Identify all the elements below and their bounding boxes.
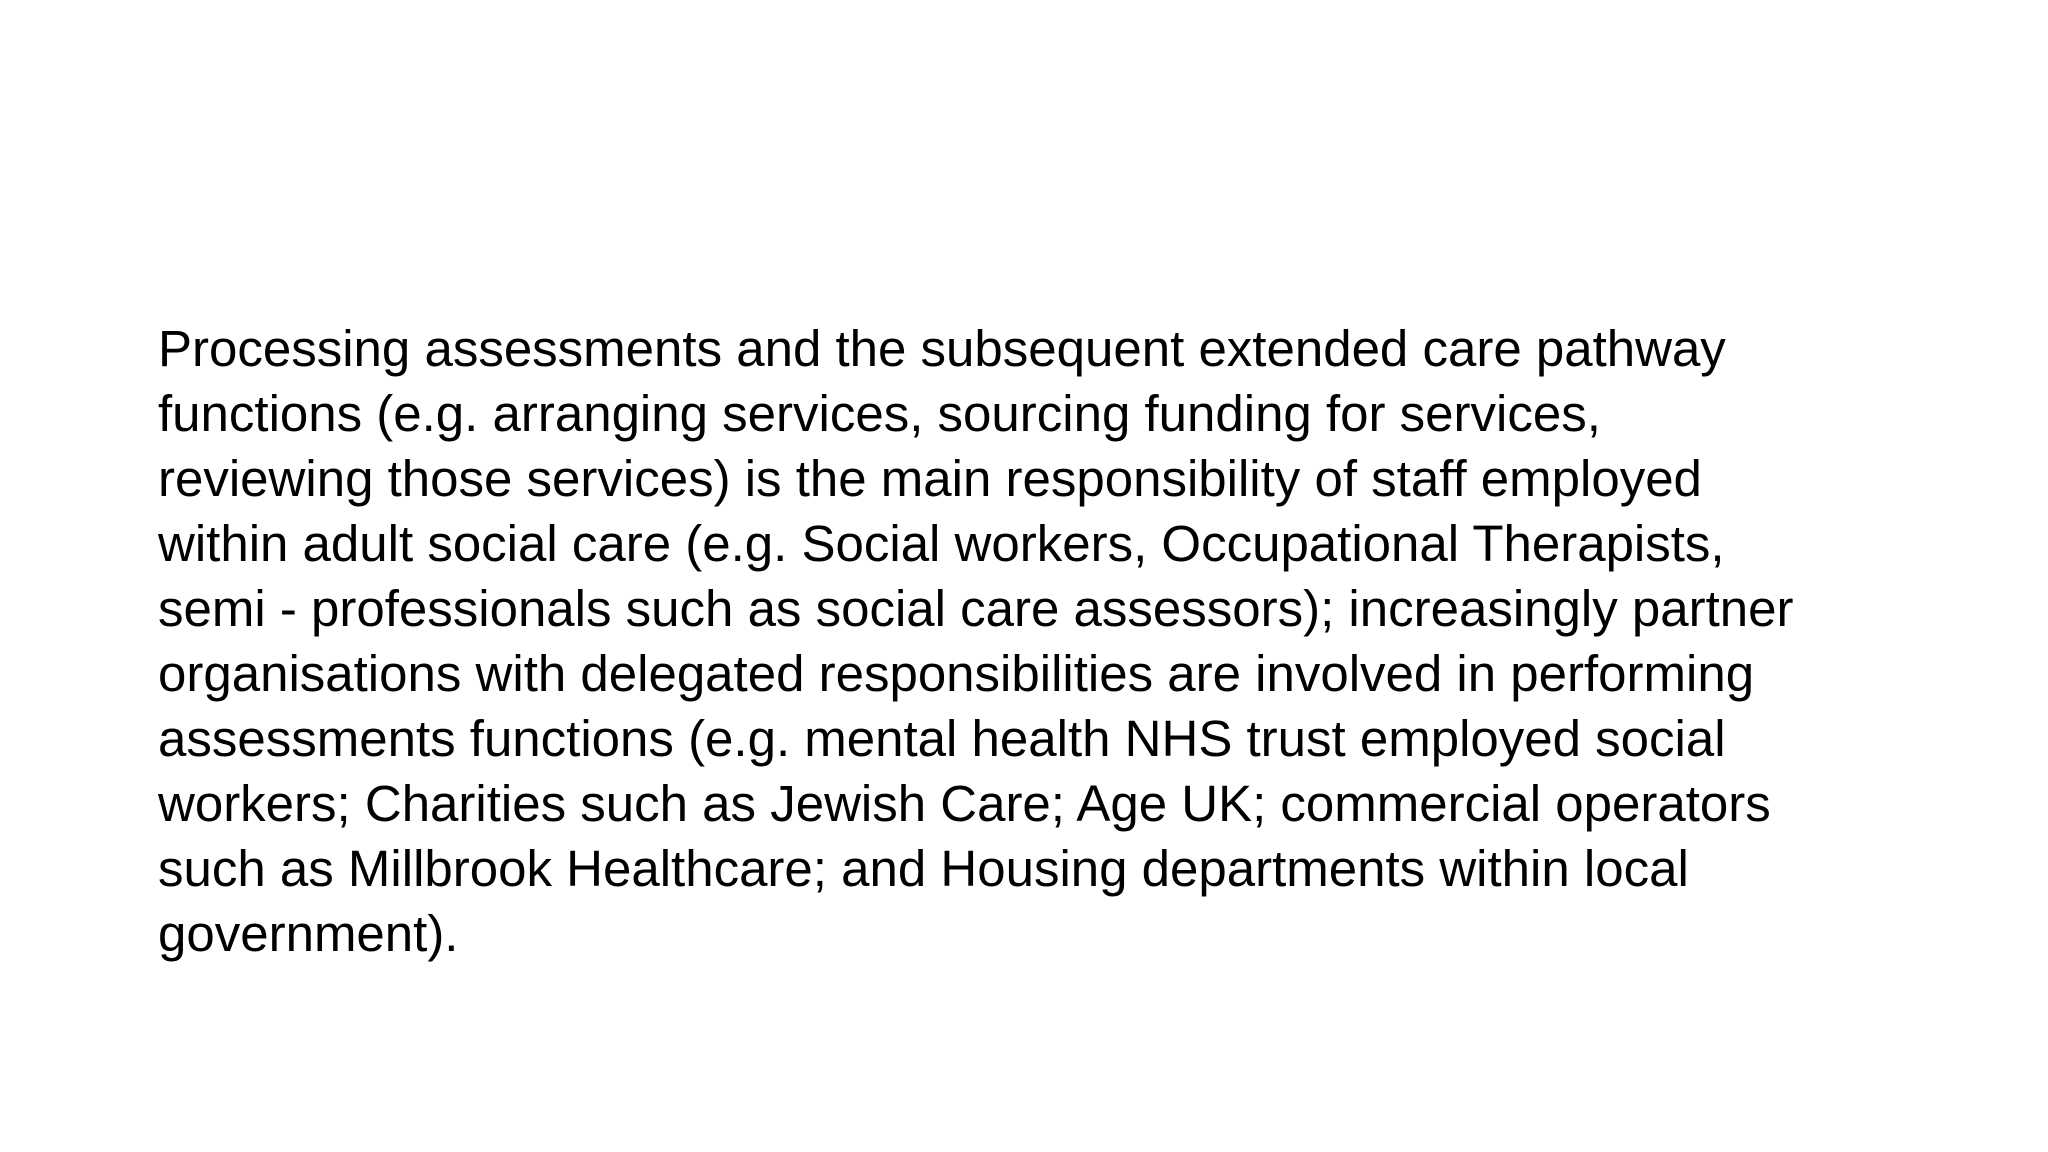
paragraph-line: government). [158, 905, 459, 962]
paragraph-line: semi - professionals such as social care assessors); increasingly partner [158, 580, 1794, 637]
paragraph-line: assessments functions (e.g. mental health NHS trust employed social [158, 710, 1726, 767]
paragraph-line: Processing assessments and the subsequent extended care pathway [158, 320, 1726, 377]
paragraph-line: functions (e.g. arranging services, sourcing funding for services, [158, 385, 1601, 442]
paragraph-line: within adult social care (e.g. Social workers, Occupational Therapists, [158, 515, 1725, 572]
paragraph-line: workers; Charities such as Jewish Care; Age UK; commercial operators [158, 775, 1771, 832]
body-paragraph [158, 316, 1958, 966]
paragraph-line: such as Millbrook Healthcare; and Housing departments within local [158, 840, 1689, 897]
paragraph-line: organisations with delegated responsibilities are involved in performing [158, 645, 1755, 702]
paragraph-line: reviewing those services) is the main responsibility of staff employed [158, 450, 1702, 507]
